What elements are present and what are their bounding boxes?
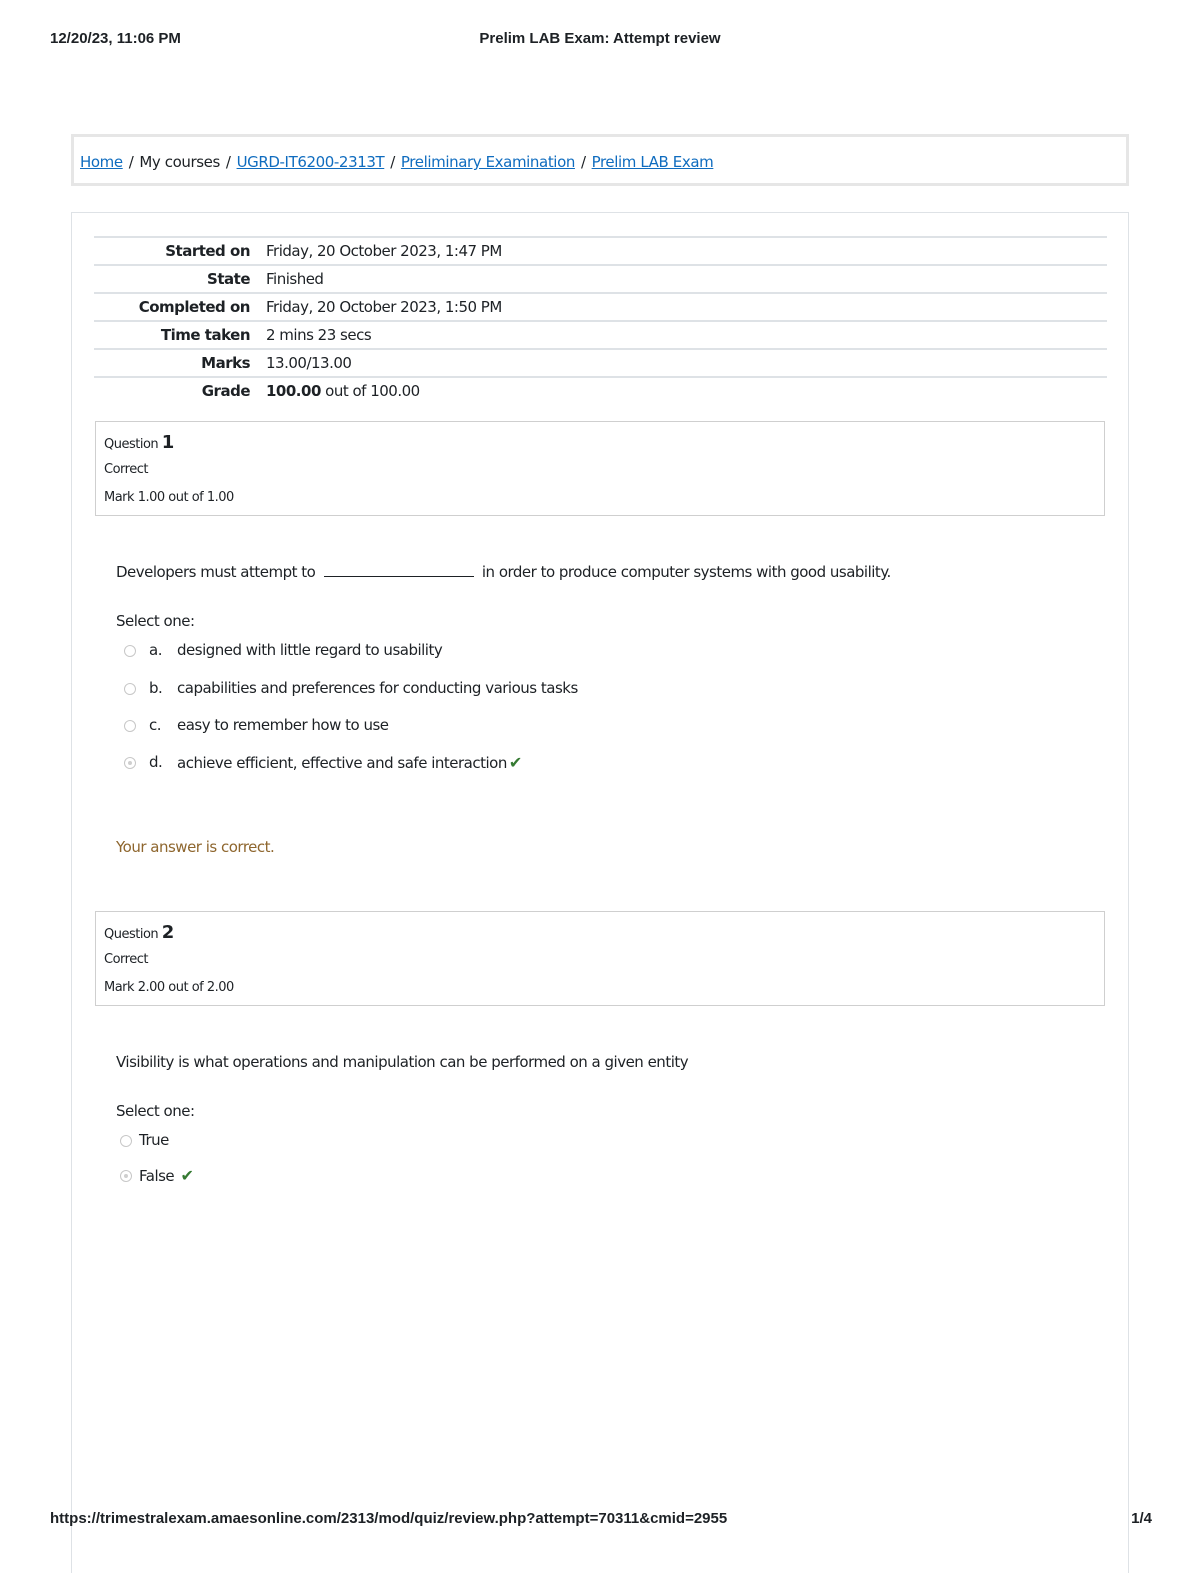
print-url: https://trimestralexam.amaesonline.com/2313/mod/quiz/review.php?attempt=70311&cmid=2955	[50, 1510, 728, 1527]
summary-value: 2 mins 23 secs	[266, 326, 372, 344]
breadcrumb-my-courses: My courses	[139, 153, 220, 171]
breadcrumb-separator: /	[580, 153, 586, 171]
summary-label: Started on	[165, 242, 250, 260]
option-letter: d.	[149, 753, 163, 771]
option-text: easy to remember how to use	[177, 716, 389, 734]
summary-value: Friday, 20 October 2023, 1:47 PM	[266, 242, 502, 260]
option-text: capabilities and preferences for conducting various tasks	[177, 679, 578, 697]
summary-row-state	[94, 264, 1107, 292]
select-one-label: Select one:	[116, 1102, 195, 1120]
print-date: 12/20/23, 11:06 PM	[50, 30, 181, 47]
summary-value	[266, 382, 420, 400]
option-text: achieve efficient, effective and safe interaction	[177, 754, 507, 772]
summary-row-time-taken	[94, 320, 1107, 348]
question-grade: Mark 1.00 out of 1.00	[104, 490, 234, 505]
page-number: 1/4	[1131, 1510, 1152, 1527]
option-letter: b.	[149, 679, 163, 697]
question-grade: Mark 2.00 out of 2.00	[104, 980, 234, 995]
summary-row-marks	[94, 348, 1107, 376]
summary-label: State	[207, 270, 250, 288]
grade-out-of: out of 100.00	[320, 382, 420, 400]
select-one-label: Select one:	[116, 612, 195, 630]
question-1-info	[95, 421, 1105, 516]
question-state: Correct	[104, 952, 148, 967]
question-prefix: Question	[104, 437, 159, 452]
check-icon: ✔	[180, 1166, 194, 1185]
question-state: Correct	[104, 462, 148, 477]
breadcrumb-container	[71, 134, 1129, 186]
summary-row-completed	[94, 292, 1107, 320]
print-footer	[50, 1510, 1152, 1530]
main-region	[71, 212, 1129, 1573]
summary-value: Friday, 20 October 2023, 1:50 PM	[266, 298, 502, 316]
summary-label: Time taken	[160, 326, 250, 344]
summary-label: Grade	[201, 382, 250, 400]
radio-button[interactable]	[124, 645, 136, 657]
breadcrumb-home-link[interactable]: Home	[80, 153, 123, 171]
breadcrumb-separator: /	[128, 153, 134, 171]
question-number	[104, 432, 174, 453]
radio-button[interactable]	[124, 683, 136, 695]
summary-label: Marks	[201, 354, 250, 372]
option-text: True	[139, 1131, 169, 1149]
print-header	[50, 30, 1150, 50]
question-number	[104, 922, 174, 943]
option-text-wrap	[139, 1166, 193, 1185]
grade-score: 100.00	[266, 382, 321, 400]
attempt-summary-table	[94, 236, 1107, 404]
check-icon: ✔	[508, 753, 522, 772]
question-number-value: 1	[161, 432, 174, 453]
summary-value: Finished	[266, 270, 324, 288]
option-text: False	[139, 1167, 175, 1185]
breadcrumb-separator: /	[225, 153, 231, 171]
breadcrumb-quiz-link[interactable]: Prelim LAB Exam	[591, 153, 714, 171]
question-2-info	[95, 911, 1105, 1006]
breadcrumb	[80, 153, 713, 171]
question-number-value: 2	[161, 922, 174, 943]
option-text: designed with little regard to usability	[177, 641, 443, 659]
question-1-text	[116, 563, 891, 581]
radio-button-selected[interactable]	[120, 1170, 132, 1182]
question-2-text: Visibility is what operations and manipulation can be performed on a given entity	[116, 1053, 689, 1071]
option-letter: a.	[149, 641, 162, 659]
question-prefix: Question	[104, 927, 159, 942]
summary-label: Completed on	[138, 298, 250, 316]
summary-value: 13.00/13.00	[266, 354, 352, 372]
radio-button[interactable]	[124, 720, 136, 732]
answer-blank	[324, 564, 474, 577]
radio-button[interactable]	[120, 1135, 132, 1147]
print-title: Prelim LAB Exam: Attempt review	[479, 30, 721, 47]
radio-button-selected[interactable]	[124, 757, 136, 769]
summary-row-started	[94, 236, 1107, 264]
breadcrumb-separator: /	[390, 153, 395, 171]
option-letter: c.	[149, 716, 162, 734]
breadcrumb-course-link[interactable]: UGRD-IT6200-2313T	[236, 153, 385, 171]
option-text-wrap	[177, 753, 522, 772]
question-text-part: in order to produce computer systems with good usability.	[477, 563, 891, 581]
breadcrumb-section-link[interactable]: Preliminary Examination	[400, 153, 575, 171]
summary-row-grade	[94, 376, 1107, 404]
question-text-part: Developers must attempt to	[116, 563, 320, 581]
question-1-feedback: Your answer is correct.	[116, 838, 275, 856]
